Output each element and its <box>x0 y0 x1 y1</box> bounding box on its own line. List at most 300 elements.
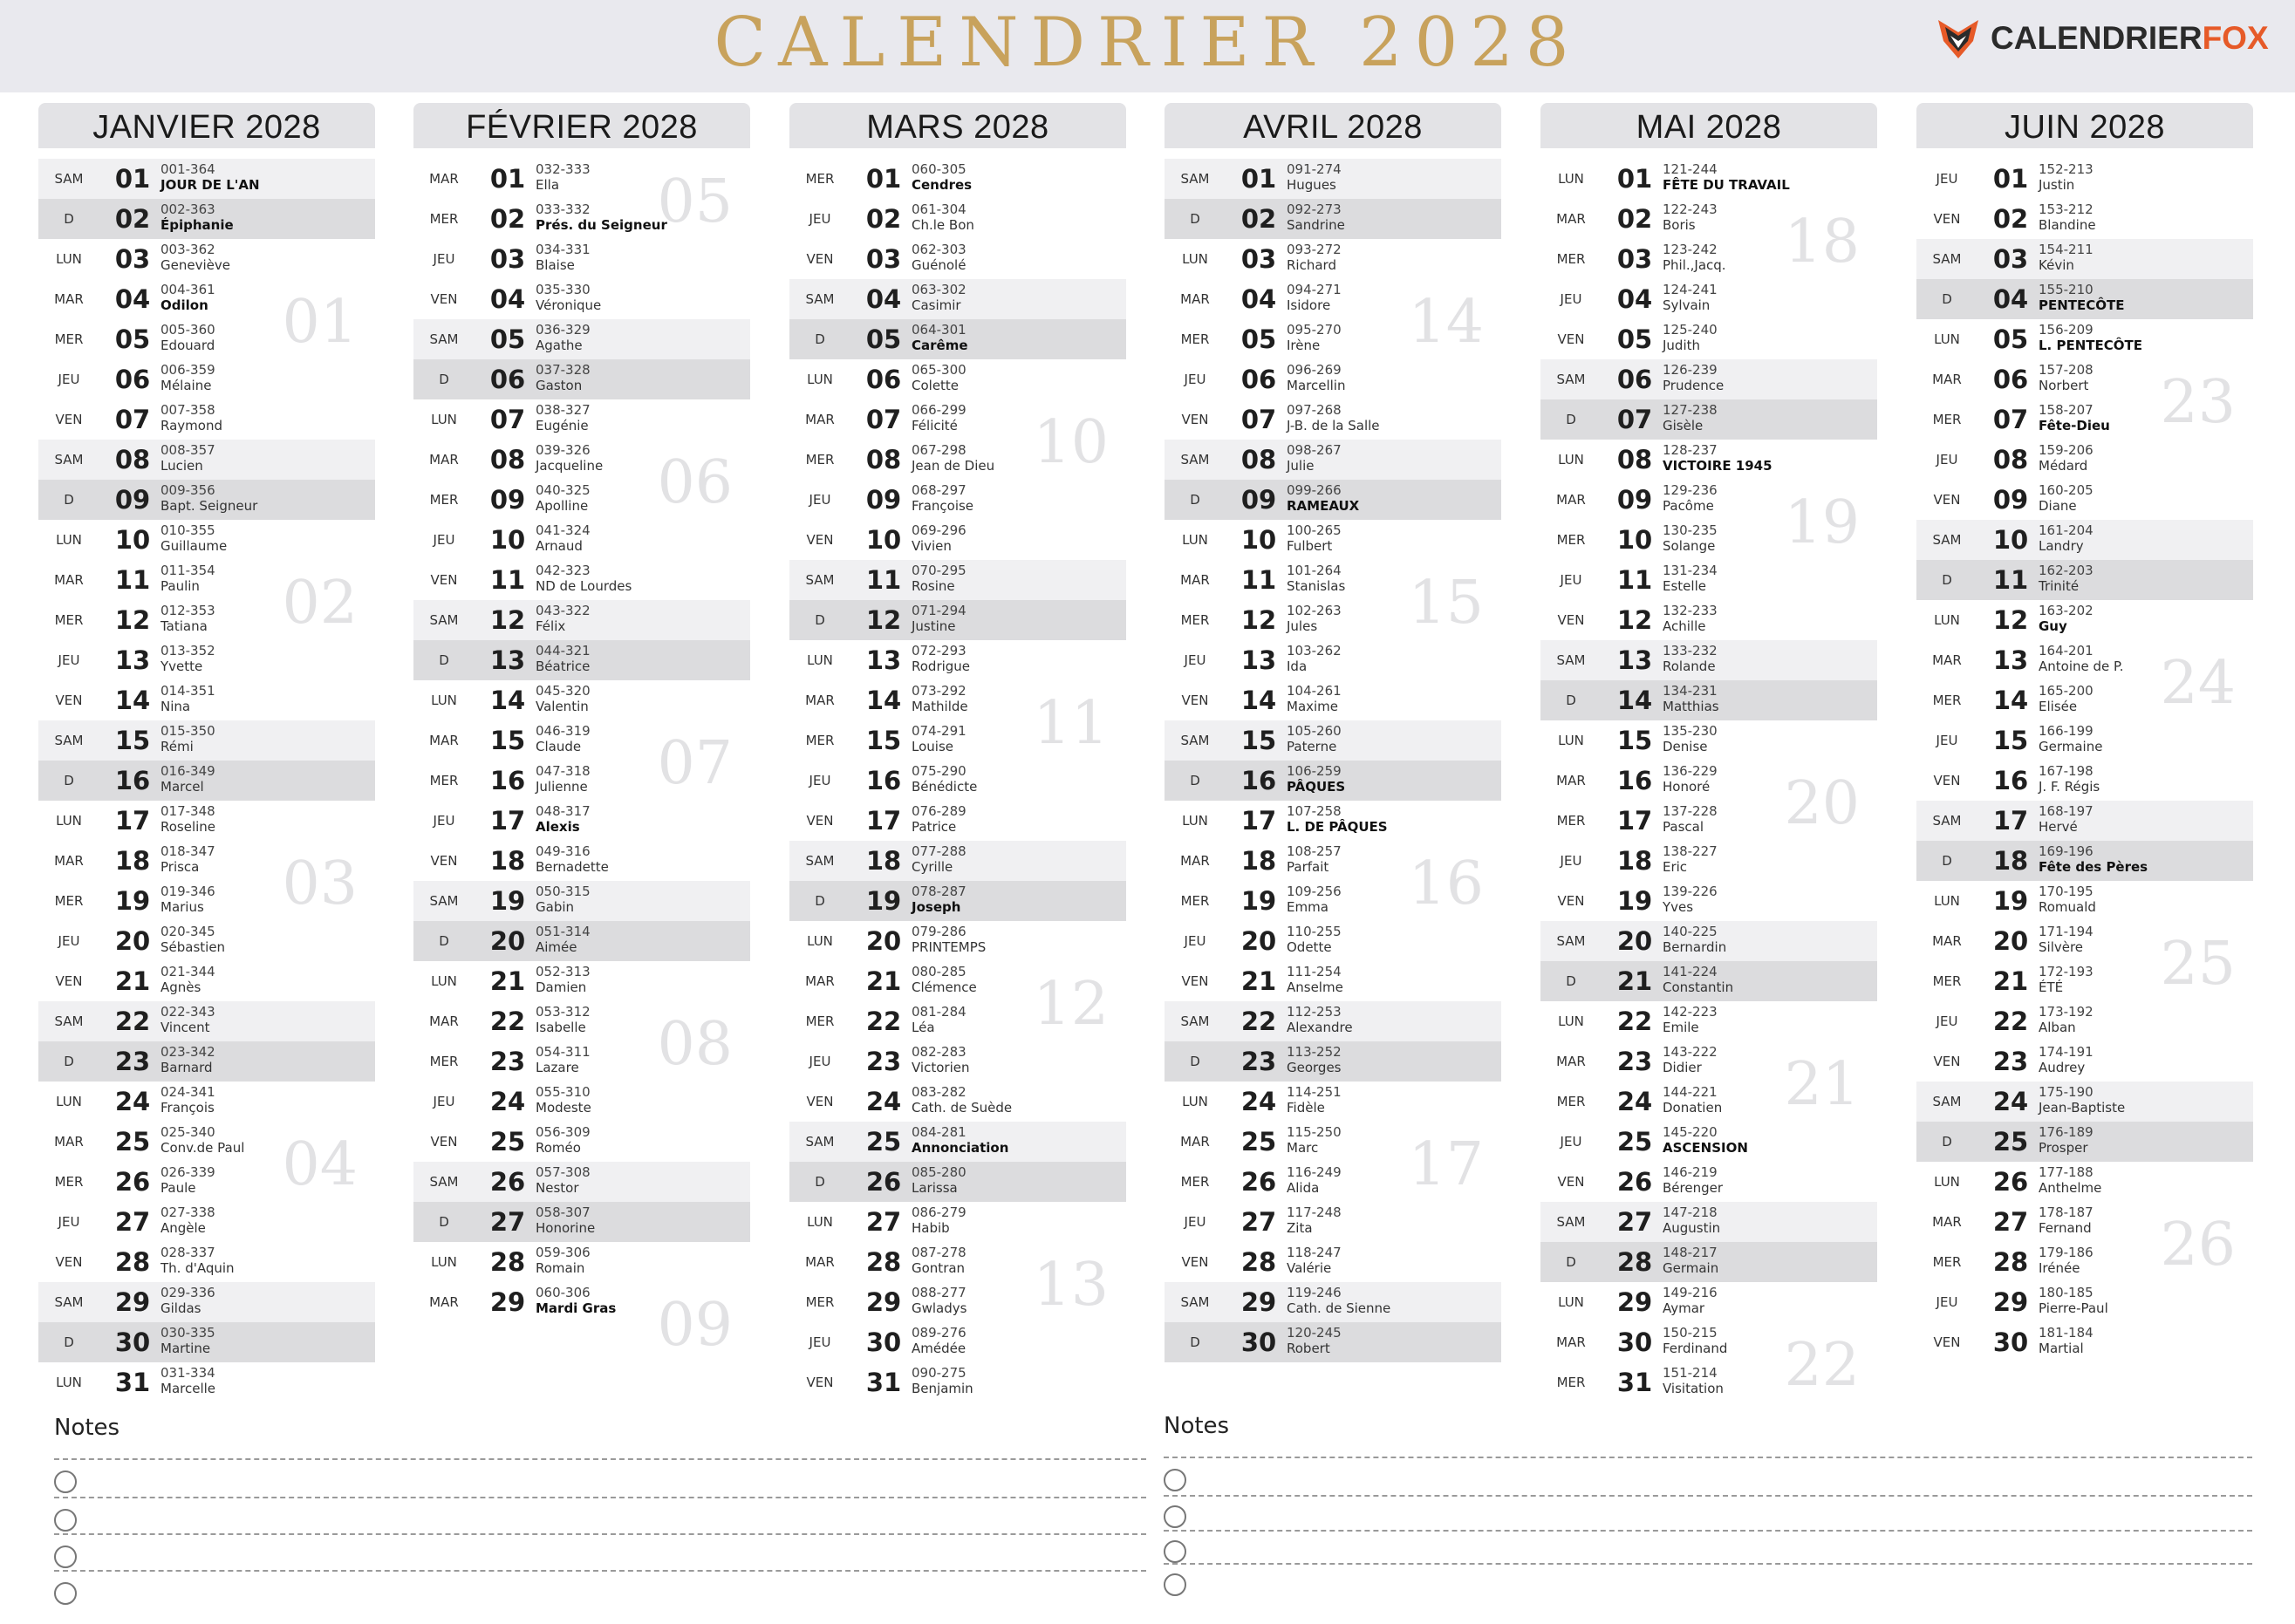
day-row[interactable] <box>1165 761 1501 801</box>
day-row[interactable] <box>413 480 750 520</box>
day-row[interactable] <box>789 841 1126 881</box>
day-row[interactable] <box>38 480 375 520</box>
day-row[interactable] <box>38 1322 375 1362</box>
day-number: 10 <box>1616 525 1653 555</box>
day-row[interactable] <box>789 1162 1126 1202</box>
day-row[interactable] <box>38 680 375 720</box>
day-row[interactable] <box>413 159 750 199</box>
day-row[interactable] <box>1165 1122 1501 1162</box>
day-info <box>536 242 591 273</box>
day-row[interactable] <box>1540 239 1877 279</box>
day-row[interactable] <box>789 560 1126 600</box>
day-row[interactable] <box>1165 1162 1501 1202</box>
day-row[interactable] <box>413 1242 750 1282</box>
day-info <box>1287 442 1342 474</box>
day-of-week: D <box>1942 1134 1952 1150</box>
day-row[interactable] <box>1916 1162 2253 1202</box>
day-row[interactable] <box>789 1282 1126 1322</box>
day-row[interactable] <box>1165 600 1501 640</box>
day-of-week: SAM <box>1556 933 1586 949</box>
day-info <box>912 643 970 674</box>
day-row[interactable] <box>413 640 750 680</box>
day-row[interactable] <box>1165 359 1501 399</box>
day-row[interactable] <box>789 1041 1126 1082</box>
day-of-year-code: 118-247 <box>1287 1245 1342 1260</box>
day-row[interactable] <box>38 1362 375 1402</box>
day-row[interactable] <box>38 720 375 761</box>
day-row[interactable] <box>38 199 375 239</box>
day-row[interactable] <box>1540 1122 1877 1162</box>
day-row[interactable] <box>1916 159 2253 199</box>
day-of-year-code: 030-335 <box>161 1325 215 1341</box>
saint-name: Maxime <box>1287 699 1339 714</box>
day-row[interactable] <box>1916 1242 2253 1282</box>
day-row[interactable] <box>38 159 375 199</box>
day-row[interactable] <box>1916 640 2253 680</box>
day-number: 22 <box>114 1006 151 1036</box>
header-bar <box>0 0 2295 92</box>
day-of-year-code: 050-315 <box>536 884 591 899</box>
note-line <box>54 1458 1146 1460</box>
day-row[interactable] <box>38 801 375 841</box>
day-row[interactable] <box>1916 680 2253 720</box>
day-row[interactable] <box>38 1082 375 1122</box>
day-row[interactable] <box>1916 600 2253 640</box>
day-row[interactable] <box>1916 440 2253 480</box>
day-row[interactable] <box>1916 399 2253 440</box>
note-bullet-circle[interactable] <box>1164 1573 1186 1596</box>
day-row[interactable] <box>1165 159 1501 199</box>
day-row[interactable] <box>38 1122 375 1162</box>
day-number: 05 <box>114 324 151 354</box>
day-info <box>1663 843 1718 875</box>
day-row[interactable] <box>413 881 750 921</box>
saint-name: Jean de Dieu <box>912 458 995 474</box>
day-row[interactable] <box>38 761 375 801</box>
day-row[interactable] <box>789 921 1126 961</box>
note-bullet-circle[interactable] <box>54 1509 77 1532</box>
day-row[interactable] <box>789 480 1126 520</box>
day-row[interactable] <box>1165 921 1501 961</box>
month-header: MARS 2028 <box>789 103 1126 148</box>
day-row[interactable] <box>1540 1001 1877 1041</box>
day-row[interactable] <box>38 319 375 359</box>
day-row[interactable] <box>413 440 750 480</box>
day-of-year-code: 077-288 <box>912 843 966 859</box>
day-row[interactable] <box>1540 881 1877 921</box>
saint-name: Marius <box>161 899 204 915</box>
note-bullet-circle[interactable] <box>54 1582 77 1605</box>
day-row[interactable] <box>413 239 750 279</box>
day-row[interactable] <box>38 640 375 680</box>
day-row[interactable] <box>1916 1202 2253 1242</box>
day-row[interactable] <box>789 640 1126 680</box>
day-of-week: MER <box>805 1294 835 1310</box>
day-row[interactable] <box>1165 881 1501 921</box>
day-row[interactable] <box>38 279 375 319</box>
day-row[interactable] <box>789 961 1126 1001</box>
saint-name: Guillaume <box>161 538 228 554</box>
day-row[interactable] <box>789 1202 1126 1242</box>
day-row[interactable] <box>1916 801 2253 841</box>
day-row[interactable] <box>1165 1322 1501 1362</box>
day-row[interactable] <box>413 921 750 961</box>
day-row[interactable] <box>1540 640 1877 680</box>
day-number: 18 <box>1240 846 1277 876</box>
day-row[interactable] <box>789 440 1126 480</box>
day-row[interactable] <box>789 1082 1126 1122</box>
day-row[interactable] <box>413 1282 750 1322</box>
saint-name: Paule <box>161 1180 196 1196</box>
day-row[interactable] <box>413 841 750 881</box>
saint-name: Anthelme <box>2039 1180 2102 1196</box>
day-row[interactable] <box>1165 1082 1501 1122</box>
day-row[interactable] <box>1165 680 1501 720</box>
day-row[interactable] <box>413 279 750 319</box>
day-row[interactable] <box>1540 600 1877 640</box>
day-row[interactable] <box>789 881 1126 921</box>
day-row[interactable] <box>1165 961 1501 1001</box>
day-of-year-code: 011-354 <box>161 563 215 578</box>
day-row[interactable] <box>1916 961 2253 1001</box>
day-row[interactable] <box>1916 1322 2253 1362</box>
day-of-week: VEN <box>430 572 458 588</box>
day-row[interactable] <box>38 1001 375 1041</box>
day-row[interactable] <box>1165 1041 1501 1082</box>
saint-name: Sylvain <box>1663 297 1711 313</box>
day-info <box>912 763 977 795</box>
day-row[interactable] <box>38 841 375 881</box>
day-row[interactable] <box>1916 720 2253 761</box>
day-row[interactable] <box>1540 520 1877 560</box>
day-info <box>912 282 966 313</box>
day-row[interactable] <box>38 560 375 600</box>
day-row[interactable] <box>1165 1001 1501 1041</box>
saint-name: Geneviève <box>161 257 230 273</box>
saint-name: Fulbert <box>1287 538 1333 554</box>
day-of-week: VEN <box>1557 331 1585 347</box>
day-number: 25 <box>489 1127 526 1157</box>
day-row[interactable] <box>38 239 375 279</box>
day-number: 30 <box>114 1327 151 1357</box>
day-row[interactable] <box>789 520 1126 560</box>
day-row[interactable] <box>38 961 375 1001</box>
day-number: 26 <box>114 1167 151 1197</box>
day-info <box>536 442 603 474</box>
day-row[interactable] <box>413 720 750 761</box>
day-row[interactable] <box>1916 921 2253 961</box>
day-row[interactable] <box>1165 720 1501 761</box>
saint-name: Gaston <box>536 378 583 393</box>
day-of-week: MER <box>1180 331 1210 347</box>
day-row[interactable] <box>1165 1202 1501 1242</box>
day-row[interactable] <box>38 600 375 640</box>
day-row[interactable] <box>1540 841 1877 881</box>
day-row[interactable] <box>789 1122 1126 1162</box>
day-info <box>1287 1044 1342 1075</box>
day-row[interactable] <box>413 1202 750 1242</box>
saint-name: Roseline <box>161 819 216 835</box>
day-number: 19 <box>1992 886 2029 916</box>
day-row[interactable] <box>789 1242 1126 1282</box>
day-number: 09 <box>1240 485 1277 515</box>
day-row[interactable] <box>1165 319 1501 359</box>
day-row[interactable] <box>1540 1322 1877 1362</box>
day-row[interactable] <box>1165 239 1501 279</box>
day-row[interactable] <box>1165 440 1501 480</box>
day-row[interactable] <box>38 520 375 560</box>
day-row[interactable] <box>1540 1282 1877 1322</box>
day-row[interactable] <box>1540 319 1877 359</box>
day-row[interactable] <box>1916 841 2253 881</box>
day-of-year-code: 110-255 <box>1287 924 1342 939</box>
day-number: 02 <box>489 204 526 234</box>
day-row[interactable] <box>1916 480 2253 520</box>
day-number: 14 <box>1240 686 1277 715</box>
notes-title: Notes <box>1164 1413 1230 1439</box>
day-number: 16 <box>1616 766 1653 795</box>
day-row[interactable] <box>789 600 1126 640</box>
month-header: FÉVRIER 2028 <box>413 103 750 148</box>
day-row[interactable] <box>413 1082 750 1122</box>
day-row[interactable] <box>38 1282 375 1322</box>
day-row[interactable] <box>1165 1242 1501 1282</box>
note-bullet-circle[interactable] <box>1164 1540 1186 1563</box>
day-row[interactable] <box>1165 841 1501 881</box>
day-row[interactable] <box>1540 801 1877 841</box>
day-of-year-code: 068-297 <box>912 482 966 498</box>
day-row[interactable] <box>789 239 1126 279</box>
day-of-week: JEU <box>58 1214 80 1230</box>
saint-name: Constantin <box>1663 979 1734 995</box>
day-row[interactable] <box>413 199 750 239</box>
day-number: 07 <box>489 405 526 434</box>
day-number: 15 <box>1240 726 1277 755</box>
day-row[interactable] <box>1540 399 1877 440</box>
day-row[interactable] <box>1916 319 2253 359</box>
day-of-week: MAR <box>429 1294 459 1310</box>
day-of-year-code: 043-322 <box>536 603 591 618</box>
day-row[interactable] <box>413 600 750 640</box>
day-of-year-code: 096-269 <box>1287 362 1342 378</box>
days-list <box>413 159 750 1360</box>
day-row[interactable] <box>1540 1162 1877 1202</box>
day-row[interactable] <box>1540 961 1877 1001</box>
day-of-week: JEU <box>1560 291 1582 307</box>
saint-name: Honorine <box>536 1220 596 1236</box>
day-number: 16 <box>114 766 151 795</box>
saint-name: PÂQUES <box>1287 779 1346 795</box>
day-info <box>1287 242 1342 273</box>
day-row[interactable] <box>1540 1362 1877 1402</box>
day-row[interactable] <box>413 680 750 720</box>
day-of-week: JEU <box>809 773 831 788</box>
day-row[interactable] <box>789 359 1126 399</box>
day-row[interactable] <box>1916 1122 2253 1162</box>
day-of-year-code: 046-319 <box>536 723 591 739</box>
day-of-year-code: 069-296 <box>912 522 966 538</box>
day-number: 27 <box>1240 1207 1277 1237</box>
day-row[interactable] <box>38 1202 375 1242</box>
day-row[interactable] <box>789 801 1126 841</box>
saint-name: Valentin <box>536 699 589 714</box>
day-row[interactable] <box>413 1162 750 1202</box>
note-bullet-circle[interactable] <box>1164 1469 1186 1491</box>
day-row[interactable] <box>789 159 1126 199</box>
day-row[interactable] <box>1916 881 2253 921</box>
day-info <box>536 1285 616 1316</box>
day-row[interactable] <box>38 1162 375 1202</box>
day-number: 11 <box>865 565 902 595</box>
day-row[interactable] <box>789 1001 1126 1041</box>
day-row[interactable] <box>38 881 375 921</box>
day-row[interactable] <box>1540 279 1877 319</box>
day-row[interactable] <box>413 520 750 560</box>
day-row[interactable] <box>1916 239 2253 279</box>
day-row[interactable] <box>789 279 1126 319</box>
day-row[interactable] <box>413 399 750 440</box>
saint-name: Justine <box>912 618 956 634</box>
day-of-week: JEU <box>58 652 80 668</box>
day-row[interactable] <box>38 921 375 961</box>
day-row[interactable] <box>38 399 375 440</box>
day-row[interactable] <box>413 1041 750 1082</box>
day-row[interactable] <box>1916 1082 2253 1122</box>
day-number: 02 <box>865 204 902 234</box>
note-bullet-circle[interactable] <box>1164 1505 1186 1528</box>
day-of-year-code: 048-317 <box>536 803 591 819</box>
day-row[interactable] <box>38 440 375 480</box>
day-row[interactable] <box>1916 279 2253 319</box>
day-of-year-code: 003-362 <box>161 242 215 257</box>
day-of-week: VEN <box>1181 693 1209 708</box>
day-number: 06 <box>1616 365 1653 394</box>
day-of-week: SAM <box>54 452 84 467</box>
day-info <box>912 1124 1008 1156</box>
day-row[interactable] <box>413 1001 750 1041</box>
day-info <box>1287 1325 1342 1356</box>
day-of-week: D <box>64 1334 74 1350</box>
day-of-week: MAR <box>1556 1054 1586 1069</box>
day-row[interactable] <box>413 1122 750 1162</box>
day-info <box>1663 603 1718 634</box>
day-row[interactable] <box>1540 159 1877 199</box>
day-row[interactable] <box>413 961 750 1001</box>
day-row[interactable] <box>1540 761 1877 801</box>
day-info <box>536 563 632 594</box>
day-row[interactable] <box>413 801 750 841</box>
day-row[interactable] <box>1165 520 1501 560</box>
day-row[interactable] <box>1540 440 1877 480</box>
day-row[interactable] <box>1540 1041 1877 1082</box>
day-row[interactable] <box>1540 359 1877 399</box>
day-row[interactable] <box>1916 761 2253 801</box>
day-number: 25 <box>1992 1127 2029 1157</box>
day-row[interactable] <box>789 399 1126 440</box>
day-row[interactable] <box>413 319 750 359</box>
day-row[interactable] <box>1540 921 1877 961</box>
day-row[interactable] <box>413 761 750 801</box>
day-row[interactable] <box>789 199 1126 239</box>
day-row[interactable] <box>1916 520 2253 560</box>
day-row[interactable] <box>1165 640 1501 680</box>
day-row[interactable] <box>1165 480 1501 520</box>
day-row[interactable] <box>789 1322 1126 1362</box>
saint-name: Paulin <box>161 578 200 594</box>
day-row[interactable] <box>1165 560 1501 600</box>
day-row[interactable] <box>1916 199 2253 239</box>
saint-name: Prisca <box>161 859 200 875</box>
day-row[interactable] <box>789 761 1126 801</box>
day-row[interactable] <box>789 720 1126 761</box>
day-row[interactable] <box>1165 199 1501 239</box>
day-info <box>1663 563 1718 594</box>
day-info <box>1663 723 1718 754</box>
day-row[interactable] <box>38 1242 375 1282</box>
day-number: 09 <box>865 485 902 515</box>
day-row[interactable] <box>1165 1282 1501 1322</box>
saint-name: François <box>161 1100 215 1116</box>
brand-name: CALENDRIERFOX <box>1991 20 2269 56</box>
day-row[interactable] <box>1916 1041 2253 1082</box>
day-row[interactable] <box>1916 359 2253 399</box>
day-row[interactable] <box>1916 1282 2253 1322</box>
day-row[interactable] <box>1916 1001 2253 1041</box>
day-row[interactable] <box>413 359 750 399</box>
day-row[interactable] <box>1165 399 1501 440</box>
day-of-week: VEN <box>430 291 458 307</box>
day-number: 26 <box>1992 1167 2029 1197</box>
saint-name: FÊTE DU TRAVAIL <box>1663 177 1790 193</box>
saint-name: Aimée <box>536 939 577 955</box>
day-info <box>2039 1325 2094 1356</box>
day-row[interactable] <box>1540 680 1877 720</box>
day-row[interactable] <box>1540 1082 1877 1122</box>
fox-icon <box>1935 15 1982 62</box>
day-row[interactable] <box>1540 480 1877 520</box>
day-row[interactable] <box>1916 560 2253 600</box>
week-number: 20 <box>1784 769 1860 838</box>
day-of-year-code: 085-280 <box>912 1164 966 1180</box>
day-row[interactable] <box>789 319 1126 359</box>
day-number: 28 <box>489 1247 526 1277</box>
day-row[interactable] <box>1540 560 1877 600</box>
day-of-year-code: 140-225 <box>1663 924 1718 939</box>
day-row[interactable] <box>38 359 375 399</box>
day-row[interactable] <box>789 1362 1126 1402</box>
day-row[interactable] <box>1540 199 1877 239</box>
saint-name: Romain <box>536 1260 585 1276</box>
note-bullet-circle[interactable] <box>54 1470 77 1493</box>
day-of-year-code: 075-290 <box>912 763 966 779</box>
day-row[interactable] <box>1540 1242 1877 1282</box>
day-info <box>912 924 986 955</box>
day-row[interactable] <box>1165 801 1501 841</box>
day-row[interactable] <box>789 680 1126 720</box>
saint-name: Bernadette <box>536 859 609 875</box>
day-row[interactable] <box>1165 279 1501 319</box>
day-row[interactable] <box>413 560 750 600</box>
note-bullet-circle[interactable] <box>54 1546 77 1568</box>
day-of-year-code: 074-291 <box>912 723 966 739</box>
day-row[interactable] <box>1540 720 1877 761</box>
day-row[interactable] <box>38 1041 375 1082</box>
day-number: 09 <box>489 485 526 515</box>
brand-logo[interactable] <box>1935 12 2269 65</box>
day-number: 09 <box>1616 485 1653 515</box>
day-number: 23 <box>114 1047 151 1076</box>
day-row[interactable] <box>1540 1202 1877 1242</box>
